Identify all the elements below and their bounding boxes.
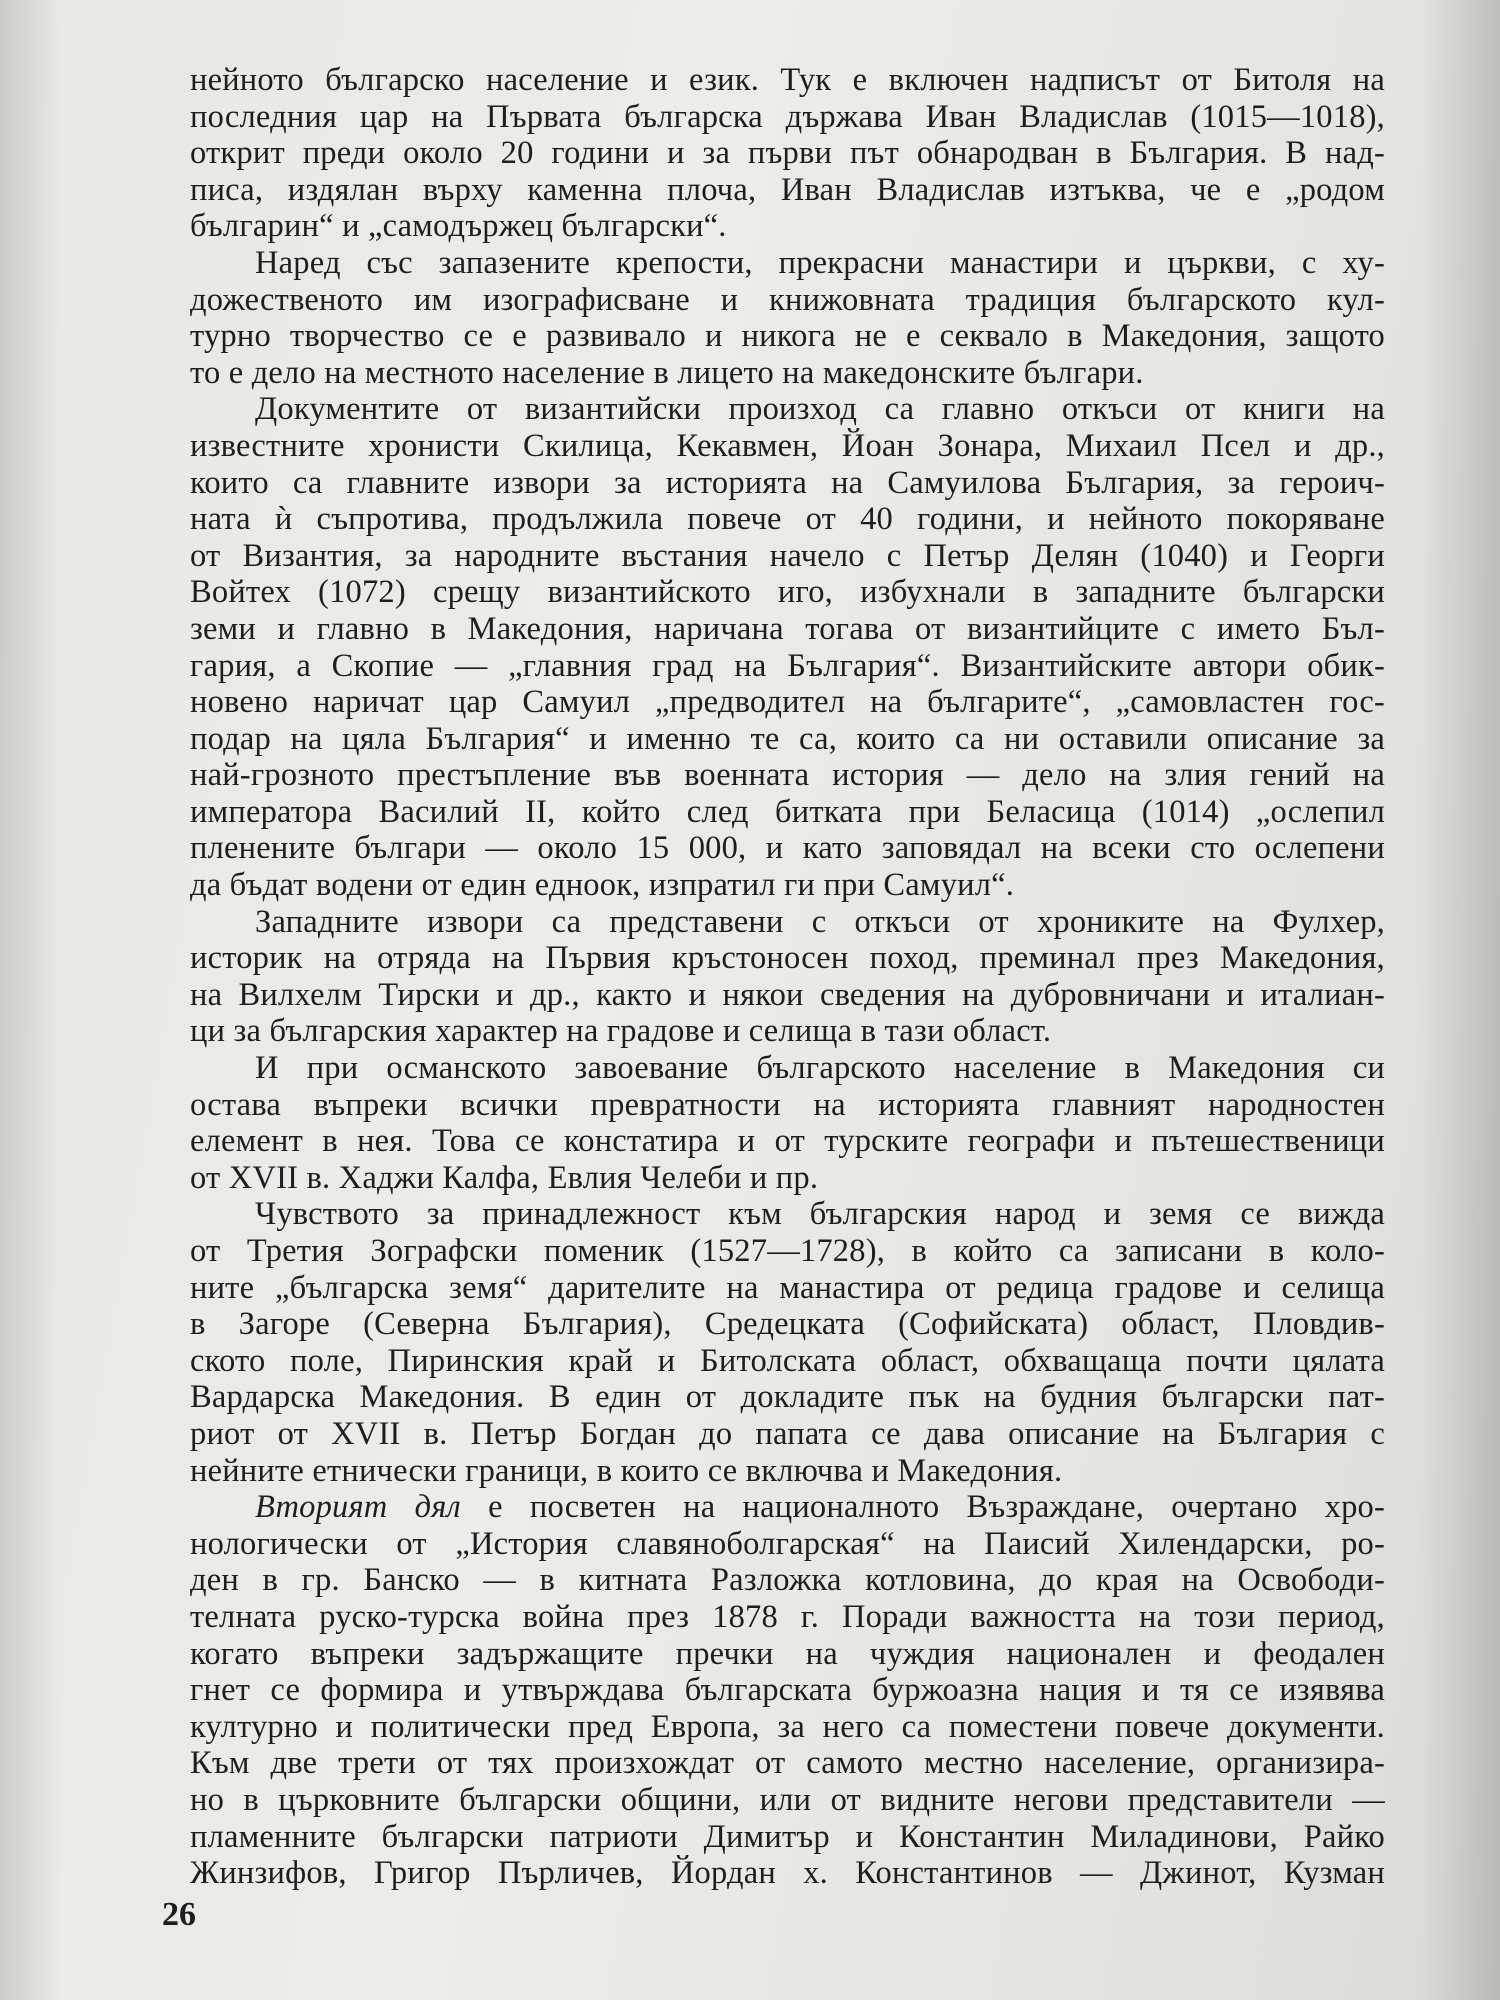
text-line: пламенните български патриоти Димитър и Константин Миладинови, Райко: [190, 1818, 1385, 1855]
text-line: елемент в нея. Това се констатира и от турските географи и пътешественици: [190, 1123, 1385, 1160]
paragraph-6: [190, 1196, 1385, 1489]
page-number: 26: [162, 1896, 196, 1933]
text-line: да бъдат водени от един едноок, изпратил ги при Самуил“.: [190, 867, 1015, 904]
text-line: Документите от византийски произход са главно откъси от книги на: [255, 391, 1385, 428]
text-line: от XVII в. Хаджи Калфа, Евлия Челеби и пр.: [190, 1159, 819, 1196]
text-line: ското поле, Пиринския край и Битолската област, обхващаща почти цялата: [190, 1342, 1385, 1379]
text-line: в Загоре (Северна България), Средецката (Софийската) област, Пловдив-: [190, 1306, 1385, 1343]
text-line: Към две трети от тях произхождат от самото местно население, организира-: [190, 1745, 1385, 1782]
text-line: Чувството за принадлежност към българския народ и земя се вижда: [255, 1196, 1385, 1233]
text-line: пленените българи — около 15 000, и като заповядал на всеки сто ослепени: [190, 830, 1385, 867]
text-line: от Третия Зографски поменик (1527—1728), в който са записани в коло-: [190, 1233, 1385, 1269]
text-line: когато въпреки задържащите пречки на чуждия национален и феодален: [190, 1635, 1385, 1672]
text-line: то е дело на местното население в лицето на македонските българи.: [190, 354, 1144, 391]
text-line: гнет се формира и утвърждава българската буржоазна нация и тя се изявява: [190, 1672, 1385, 1709]
text-line: турно творчество се е развивало и никога не е секвало в Македония, защото: [190, 318, 1385, 355]
page-edge-shadow-left: [0, 0, 60, 2000]
paragraph-7: [190, 1489, 1385, 1892]
paragraph-5: [190, 1050, 1385, 1196]
text-line: последния цар на Първата българска държава Иван Владислав (1015—1018),: [190, 98, 1385, 135]
text-line: културно и политически пред Европа, за него са поместени повече документи.: [190, 1708, 1385, 1745]
text-line: дожественото им изографисване и книжовната традиция българското кул-: [190, 281, 1385, 318]
paragraph-3: [190, 391, 1385, 903]
text-line: българин“ и „самодържец български“.: [190, 208, 727, 245]
text-line: риот от XVII в. Петър Богдан до папата се дава описание на България с: [190, 1415, 1385, 1452]
text-line: Наред със запазените крепости, прекрасни манастири и църкви, с ху-: [255, 244, 1385, 281]
text-line: Западните извори са представени с откъси от хрониките на Фулхер,: [255, 903, 1385, 940]
text-line: ните „българска земя“ дарителите на манастира от редица градове и селища: [190, 1269, 1385, 1306]
section-lead-italic: Вторият дял: [255, 1489, 461, 1526]
page-edge-shadow-right: [1420, 0, 1500, 2000]
text-line: от Византия, за народните въстания начело с Петър Делян (1040) и Георги: [190, 537, 1385, 574]
text-line-rest: е посветен на националното Възраждане, очертано хро-: [460, 1489, 1385, 1526]
text-line: подар на цяла България“ и именно те са, които са ни оставили описание за: [190, 720, 1385, 757]
text-line: остава въпреки всички превратности на историята главният народностен: [190, 1086, 1385, 1123]
text-line: Жинзифов, Григор Пърличев, Йордан х. Константинов — Джинот, Кузман: [190, 1855, 1385, 1892]
text-line: известните хронисти Скилица, Кекавмен, Йоан Зонара, Михаил Псел и др.,: [190, 427, 1385, 464]
text-line: най-грозното престъпление във военната история — дело на злия гений на: [190, 757, 1385, 794]
text-line: които са главните извори за историята на Самуилова България, за героич-: [190, 464, 1385, 501]
text-line: Войтех (1072) срещу византийското иго, избухнали в западните български: [190, 574, 1385, 611]
text-line: гария, а Скопие — „главния град на България“. Византийските автори обик-: [190, 647, 1385, 684]
paragraph-2: [190, 245, 1385, 391]
text-line: ната ѝ съпротива, продължила повече от 40 години, и нейното покоряване: [190, 501, 1385, 538]
text-line: [190, 1489, 1385, 1526]
text-line: телната руско-турска война през 1878 г. Поради важността на този период,: [190, 1598, 1385, 1635]
text-line: нейното българско население и език. Тук е включен надписът от Битоля на: [190, 62, 1385, 98]
paragraph-1: [190, 62, 1385, 245]
text-line: но в църковните български общини, или от видните негови представители —: [190, 1781, 1385, 1818]
text-line: историк на отряда на Първия кръстоносен поход, преминал през Македония,: [190, 940, 1385, 977]
text-line: И при османското завоевание българското население в Македония си: [255, 1050, 1385, 1087]
text-line: писа, издялан върху каменна плоча, Иван Владислав изтъква, че е „родом: [190, 171, 1385, 208]
body-text: [190, 62, 1385, 1892]
text-line: ден в гр. Банско — в китната Разложка котловина, до края на Освободи-: [190, 1562, 1385, 1599]
text-line: нологически от „История славяноболгарская“ на Паисий Хилендарски, ро-: [190, 1525, 1385, 1562]
text-line: на Вилхелм Тирски и др., както и някои сведения на дубровничани и италиан-: [190, 976, 1385, 1013]
text-line: новено наричат цар Самуил „предводител на българите“, „самовластен гос-: [190, 684, 1385, 721]
paragraph-4: [190, 904, 1385, 1050]
text-line: открит преди около 20 години и за първи път обнародван в България. В над-: [190, 135, 1385, 172]
text-line: императора Василий II, който след битката при Беласица (1014) „ослепил: [190, 793, 1385, 830]
text-line: Вардарска Македония. В един от докладите пък на будния български пат-: [190, 1379, 1385, 1416]
text-line: нейните етнически граници, в които се включва и Македония.: [190, 1452, 1063, 1489]
text-line: ци за българския характер на градове и селища в тази област.: [190, 1013, 1052, 1050]
text-line: земи и главно в Македония, наричана тогава от византийците с името Бъл-: [190, 610, 1385, 647]
